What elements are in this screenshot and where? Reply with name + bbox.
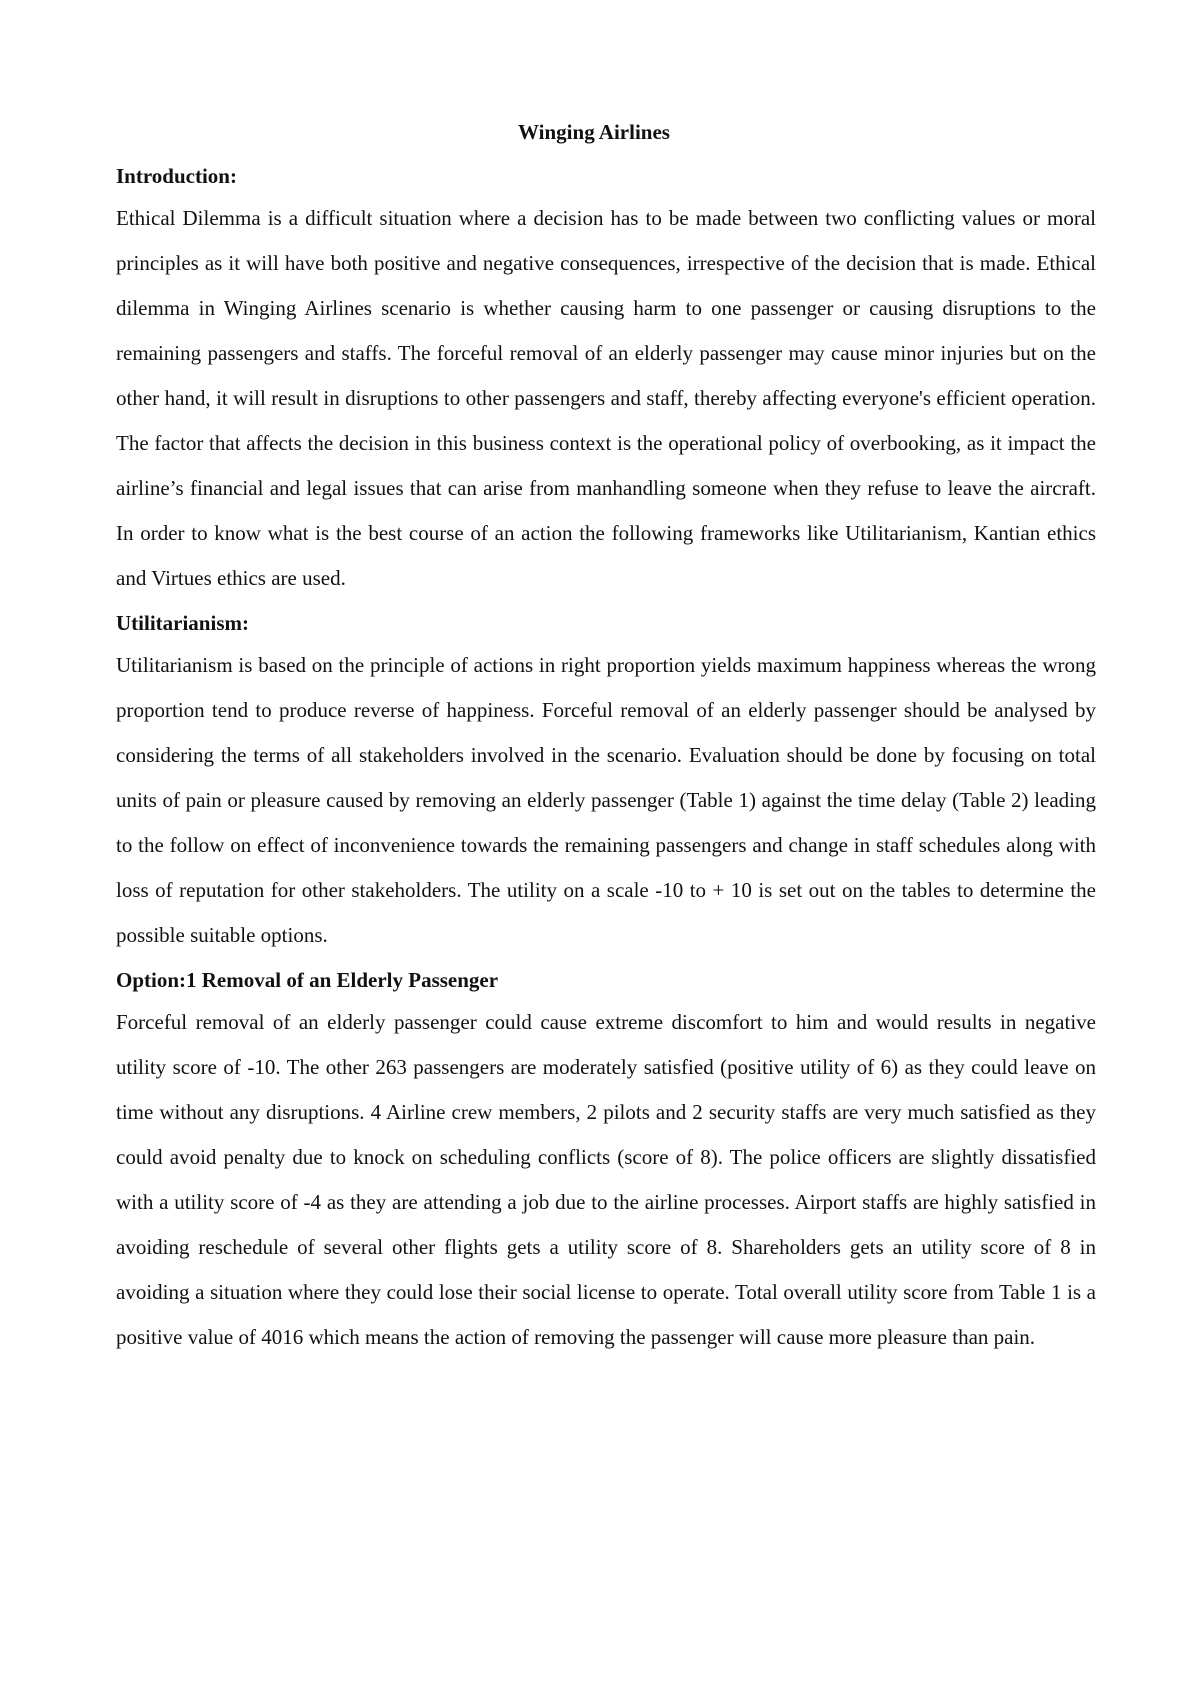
section-body-introduction: Ethical Dilemma is a difficult situation where a decision has to be made between two conflicting values or moral principles as it will have both positive and negative consequences, irrespective of the decision that is made. Ethical dilemma in Winging Airlines scenario is whether causing harm to one passenger or causing disruptions to the remaining passengers and staffs. The forceful removal of an elderly passenger may cause minor injuries but on the other hand, it will result in disruptions to other passengers and staff, thereby affecting everyone's efficient operation. The factor that affects the decision in this business context is the operational policy of overbooking, as it impact the airline’s financial and legal issues that can arise from manhandling someone when they refuse to leave the aircraft. In order to know what is the best course of an action the following frameworks like Utilitarianism, Kantian ethics and Virtues ethics are used.: [116, 206, 1096, 590]
document-page: [116, 112, 1096, 1362]
section-body-option-1: Forceful removal of an elderly passenger could cause extreme discomfort to him and would results in negative utility score of -10. The other 263 passengers are moderately satisfied (positive utility of 6) as they could leave on time without any disruptions. 4 Airline crew members, 2 pilots and 2 security staffs are very much satisfied as they could avoid penalty due to knock on scheduling conflicts (score of 8). The police officers are slightly dissatisfied with a utility score of -4 as they are attending a job due to the airline processes. Airport staffs are highly satisfied in avoiding reschedule of several other flights gets a utility score of 8. Shareholders gets an utility score of 8 in avoiding a situation where they could lose their social license to operate. Total overall utility score from Table 1 is a positive value of 4016 which means the action of removing the passenger will cause more pleasure than pain.: [116, 1010, 1096, 1349]
section-body-utilitarianism: Utilitarianism is based on the principle of actions in right proportion yields maximum happiness whereas the wrong proportion tend to produce reverse of happiness. Forceful removal of an elderly passenger should be analysed by considering the terms of all stakeholders involved in the scenario. Evaluation should be done by focusing on total units of pain or pleasure caused by removing an elderly passenger (Table 1) against the time delay (Table 2) leading to the follow on effect of inconvenience towards the remaining passengers and change in staff schedules along with loss of reputation for other stakeholders. The utility on a scale -10 to + 10 is set out on the tables to determine the possible suitable options.: [116, 653, 1096, 947]
section-heading-introduction: Introduction:: [116, 164, 237, 188]
section-heading-utilitarianism: Utilitarianism:: [116, 611, 249, 635]
section-heading-option-1: Option:1 Removal of an Elderly Passenger: [116, 968, 499, 992]
document-title: Winging Airlines: [518, 120, 670, 144]
